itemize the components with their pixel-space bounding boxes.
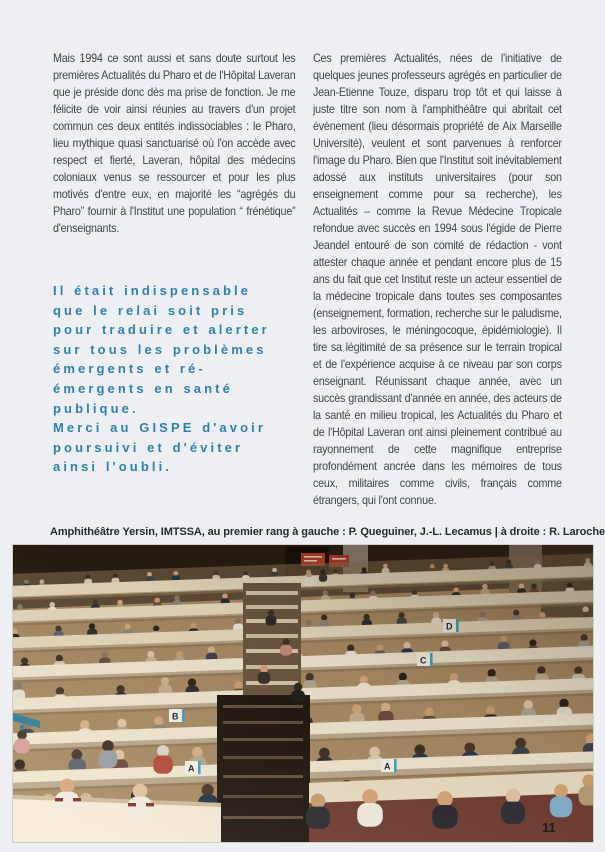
- amphitheater-photo: [13, 545, 593, 842]
- page-number: 11: [542, 820, 556, 835]
- pull-quote-part-2: Merci au GISPE d'avoir poursuivi et d'éviter ainsi l'oubli.: [53, 420, 267, 475]
- right-column: [313, 50, 562, 509]
- pull-quote: [53, 281, 289, 477]
- right-column-paragraph: Ces premières Actualités, nées de l'initiative de quelques jeunes professeurs agrégés en particulier de Jean-Etienne Touze, disparu trop tôt et qui laisse à juste titre son nom à l'amphithéâtre qui abritait cet évènement (lieu désormais propriété de Aix Marseille Université), veulent et sont parvenues à renforcer l'image du Pharo. Bien que l'Institut soit inévitablement adossé aux instituts universitaires (pour son enseignement comme pour sa recherche), les Actualités – comme la Revue Médecine Tropicale refondue avec succès en 1994 sous l'égide de Pierre Jeandel entouré de son comité de rédaction - vont attester chaque année et pendant encore plus de 15 ans du fait que cet Institut reste un acteur essentiel de la médecine tropicale dans toutes ses composantes (enseignement, formation, recherche sur le paludisme, les arboviroses, le méningocoque, épidémiologie). Il tire sa légitimité de sa présence sur le terrain tropical et de l'expérience acquise à ce niveau par son corps enseignant. Réunissant chaque année, avec un succès grandissant d'année en année, des acteurs de la santé en milieu tropical, les Actualités du Pharo et de l'Hôpital Laveran ont ainsi pleinement contribué au rayonnement de cette magnifique entreprise profondément ancrée dans les mémoires de tous ceux, militaires comme civils, français comme étrangers, qui l'ont connue.: [313, 51, 562, 507]
- photo-shading: [13, 545, 593, 842]
- pull-quote-part-1: Il était indispensable que le relai soit pris pour traduire et alerter sur tous les problèmes émergents et ré-émergents en santé publique.: [53, 283, 270, 416]
- left-column: [53, 50, 295, 237]
- left-column-paragraph: Mais 1994 ce sont aussi et sans doute surtout les premières Actualités du Pharo et de l'Hôpital Laveran que je préside donc dès ma prise de fonction. Je me félicite de voir ainsi réunies au travers d'un projet commun ces deux entités indissociables : le Pharo, lieu mythique quasi sanctuarisé où l'on accède avec respect et fierté, Laveran, hôpital des médecins coloniaux venus se ressourcer et pour les plus motivés d'entre eux, en majorité les “agrégés du Pharo” fournir à l'Institut une population “ frénétique” d'enseignants.: [53, 51, 296, 235]
- amphitheater-photo-art: [13, 545, 593, 842]
- photo-caption: Amphithéâtre Yersin, IMTSSA, au premier rang à gauche : P. Queguiner, J.-L. Lecamus | à droite : R. Laroche: [50, 526, 605, 538]
